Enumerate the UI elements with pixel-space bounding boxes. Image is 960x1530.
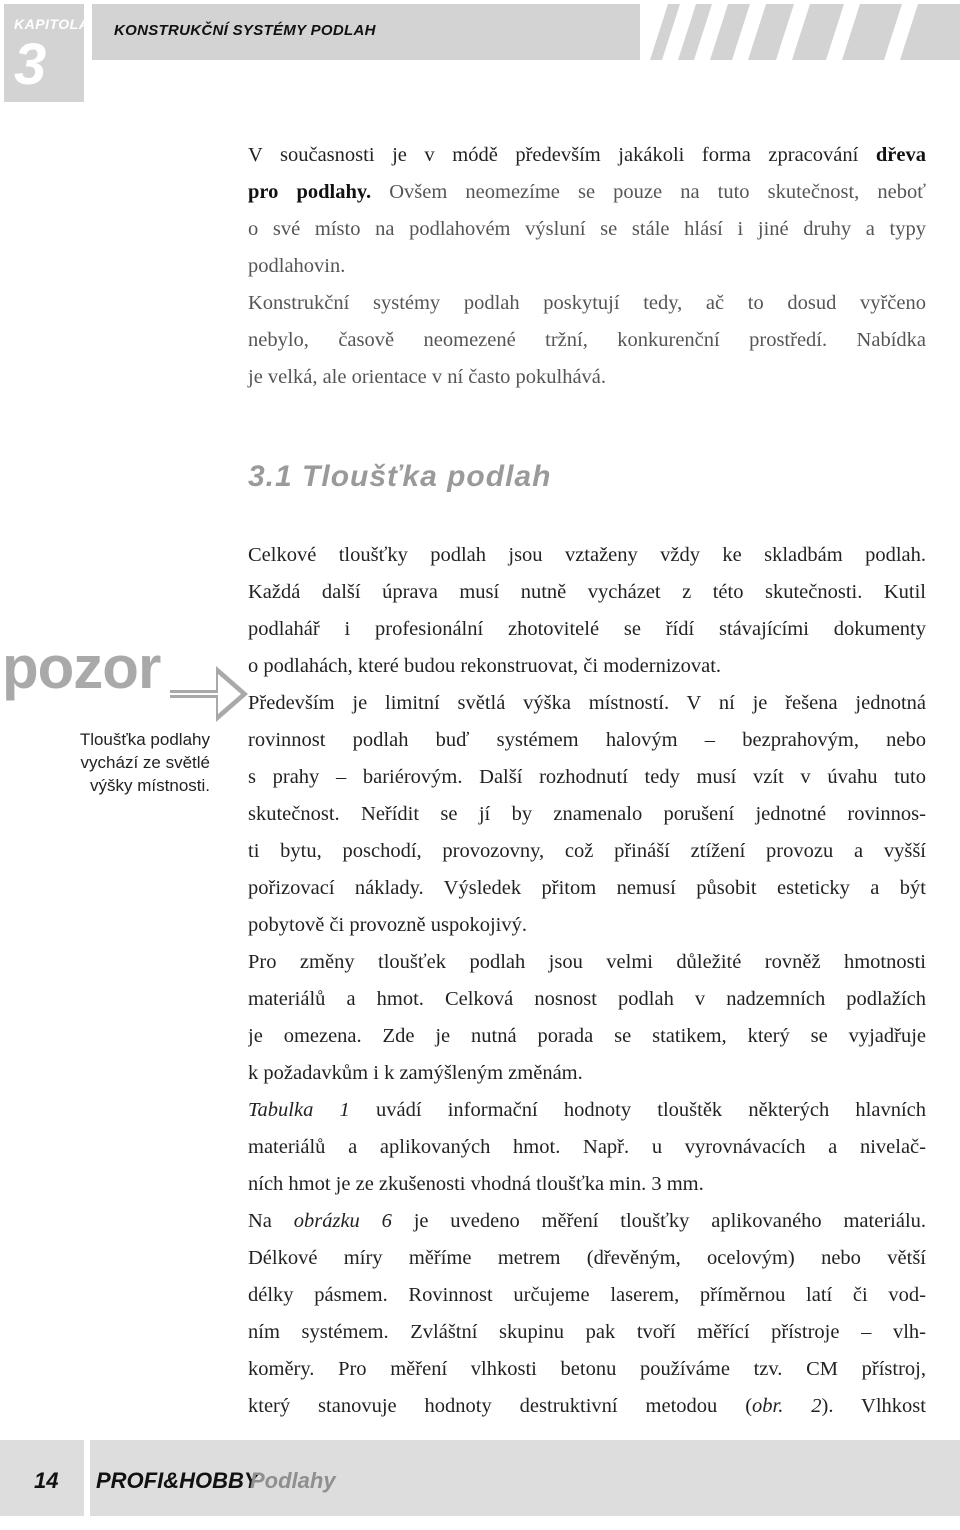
- pozor-note-line: výšky místnosti.: [90, 776, 210, 795]
- text-line: Délkové míry měříme metrem (dřevěným, ocelovým) nebo větší: [248, 1247, 926, 1269]
- text-line: o podlahách, které budou rekonstruovat, či modernizovat.: [248, 655, 722, 677]
- page-number: 14: [34, 1468, 59, 1493]
- chapter-number: 3: [14, 32, 47, 97]
- text-line: je omezena. Zde je nutná porada se statikem, který se vyjadřuje: [248, 1025, 926, 1047]
- text-line: o své místo na podlahovém výsluní se stále hlásí i jiné druhy a typy: [248, 218, 926, 240]
- text-line: nebylo, časově neomezené tržní, konkurenční prostředí. Nabídka: [248, 329, 926, 351]
- text-line: ním systémem. Zvláštní skupinu pak tvoří měřící přístroje – vlh-: [248, 1321, 926, 1343]
- pozor-note: [30, 728, 210, 797]
- pozor-note-line: Tloušťka podlahy: [79, 730, 210, 749]
- text-line: ti bytu, poschodí, provozovny, což přináší ztížení provozu a vyšší: [248, 840, 926, 862]
- chapter-box: [4, 4, 90, 102]
- text-line: Každá další úprava musí nutně vycházet z této skutečnosti. Kutil: [248, 581, 926, 603]
- text-line: skutečnost. Neřídit se jí by znamenalo porušení jednotné rovinnos-: [248, 803, 926, 825]
- text-line: který stanovuje hodnoty destruktivní metodou (obr. 2). Vlhkost: [248, 1395, 926, 1417]
- text-line: V současnosti je v módě především jakákoli forma zpracování dřeva: [248, 144, 926, 166]
- magazine-section: Podlahy: [250, 1468, 336, 1493]
- chapter-title: KONSTRUKČNÍ SYSTÉMY PODLAH: [114, 22, 376, 39]
- text-line: ních hmot je ze zkušenosti vhodná tloušťka min. 3 mm.: [248, 1173, 704, 1195]
- magazine-brand: PROFI&HOBBY: [96, 1468, 259, 1493]
- text-line: je velká, ale orientace v ní často pokulhává.: [248, 366, 607, 388]
- text-line: s prahy – bariérovým. Další rozhodnutí tedy musí vzít v úvahu tuto: [248, 766, 926, 788]
- body-paragraphs: [248, 537, 926, 1425]
- text-line: Pro změny tloušťek podlah jsou velmi důležité rovněž hmotnosti: [248, 951, 926, 973]
- section-heading: 3.1 Tloušťka podlah: [248, 460, 552, 493]
- text-line: Tabulka 1 uvádí informační hodnoty tlouštěk některých hlavních: [248, 1099, 926, 1121]
- text-line: rovinnost podlah buď systémem halovým – bezprahovým, nebo: [248, 729, 926, 751]
- text-line: materiálů a hmot. Celková nosnost podlah v nadzemních podlažích: [248, 988, 926, 1010]
- arrow-right-icon: [170, 660, 250, 724]
- footer-divider: [84, 1440, 90, 1516]
- text-line: Konstrukční systémy podlah poskytují tedy, ač to dosud vyřčeno: [248, 292, 926, 314]
- text-line: pro podlahy. Ovšem neomezíme se pouze na tuto skutečnost, neboť: [248, 181, 926, 203]
- intro-paragraph: [248, 137, 926, 396]
- text-line: Na obrázku 6 je uvedeno měření tloušťky aplikovaného materiálu.: [248, 1210, 926, 1232]
- pozor-note-line: vychází ze světlé: [80, 753, 210, 772]
- text-line: Celkové tloušťky podlah jsou vztaženy vždy ke skladbám podlah.: [248, 544, 926, 566]
- text-line: podlahovin.: [248, 255, 346, 277]
- pozor-label: pozor: [2, 634, 161, 701]
- text-line: podlahář i profesionální zhotovitelé se řídí stávajícími dokumenty: [248, 618, 926, 640]
- text-line: Především je limitní světlá výška místností. V ní je řešena jednotná: [248, 692, 926, 714]
- text-line: délky pásmem. Rovinnost určujeme laserem, příměrnou latí či vod-: [248, 1284, 926, 1306]
- text-line: pořizovací náklady. Výsledek přitom nemusí působit esteticky a být: [248, 877, 926, 899]
- chapter-label: KAPITOLA: [14, 16, 90, 32]
- text-line: koměry. Pro měření vlhkosti betonu používáme tzv. CM přístroj,: [248, 1358, 926, 1380]
- text-line: k požadavkům i k zamýšleným změnám.: [248, 1062, 583, 1084]
- header-stripes-decoration: [640, 4, 960, 60]
- text-line: materiálů a aplikovaných hmot. Např. u vyrovnávacích a nivelač-: [248, 1136, 926, 1158]
- page-header: [0, 0, 960, 102]
- text-line: pobytově či provozně uspokojivý.: [248, 914, 527, 936]
